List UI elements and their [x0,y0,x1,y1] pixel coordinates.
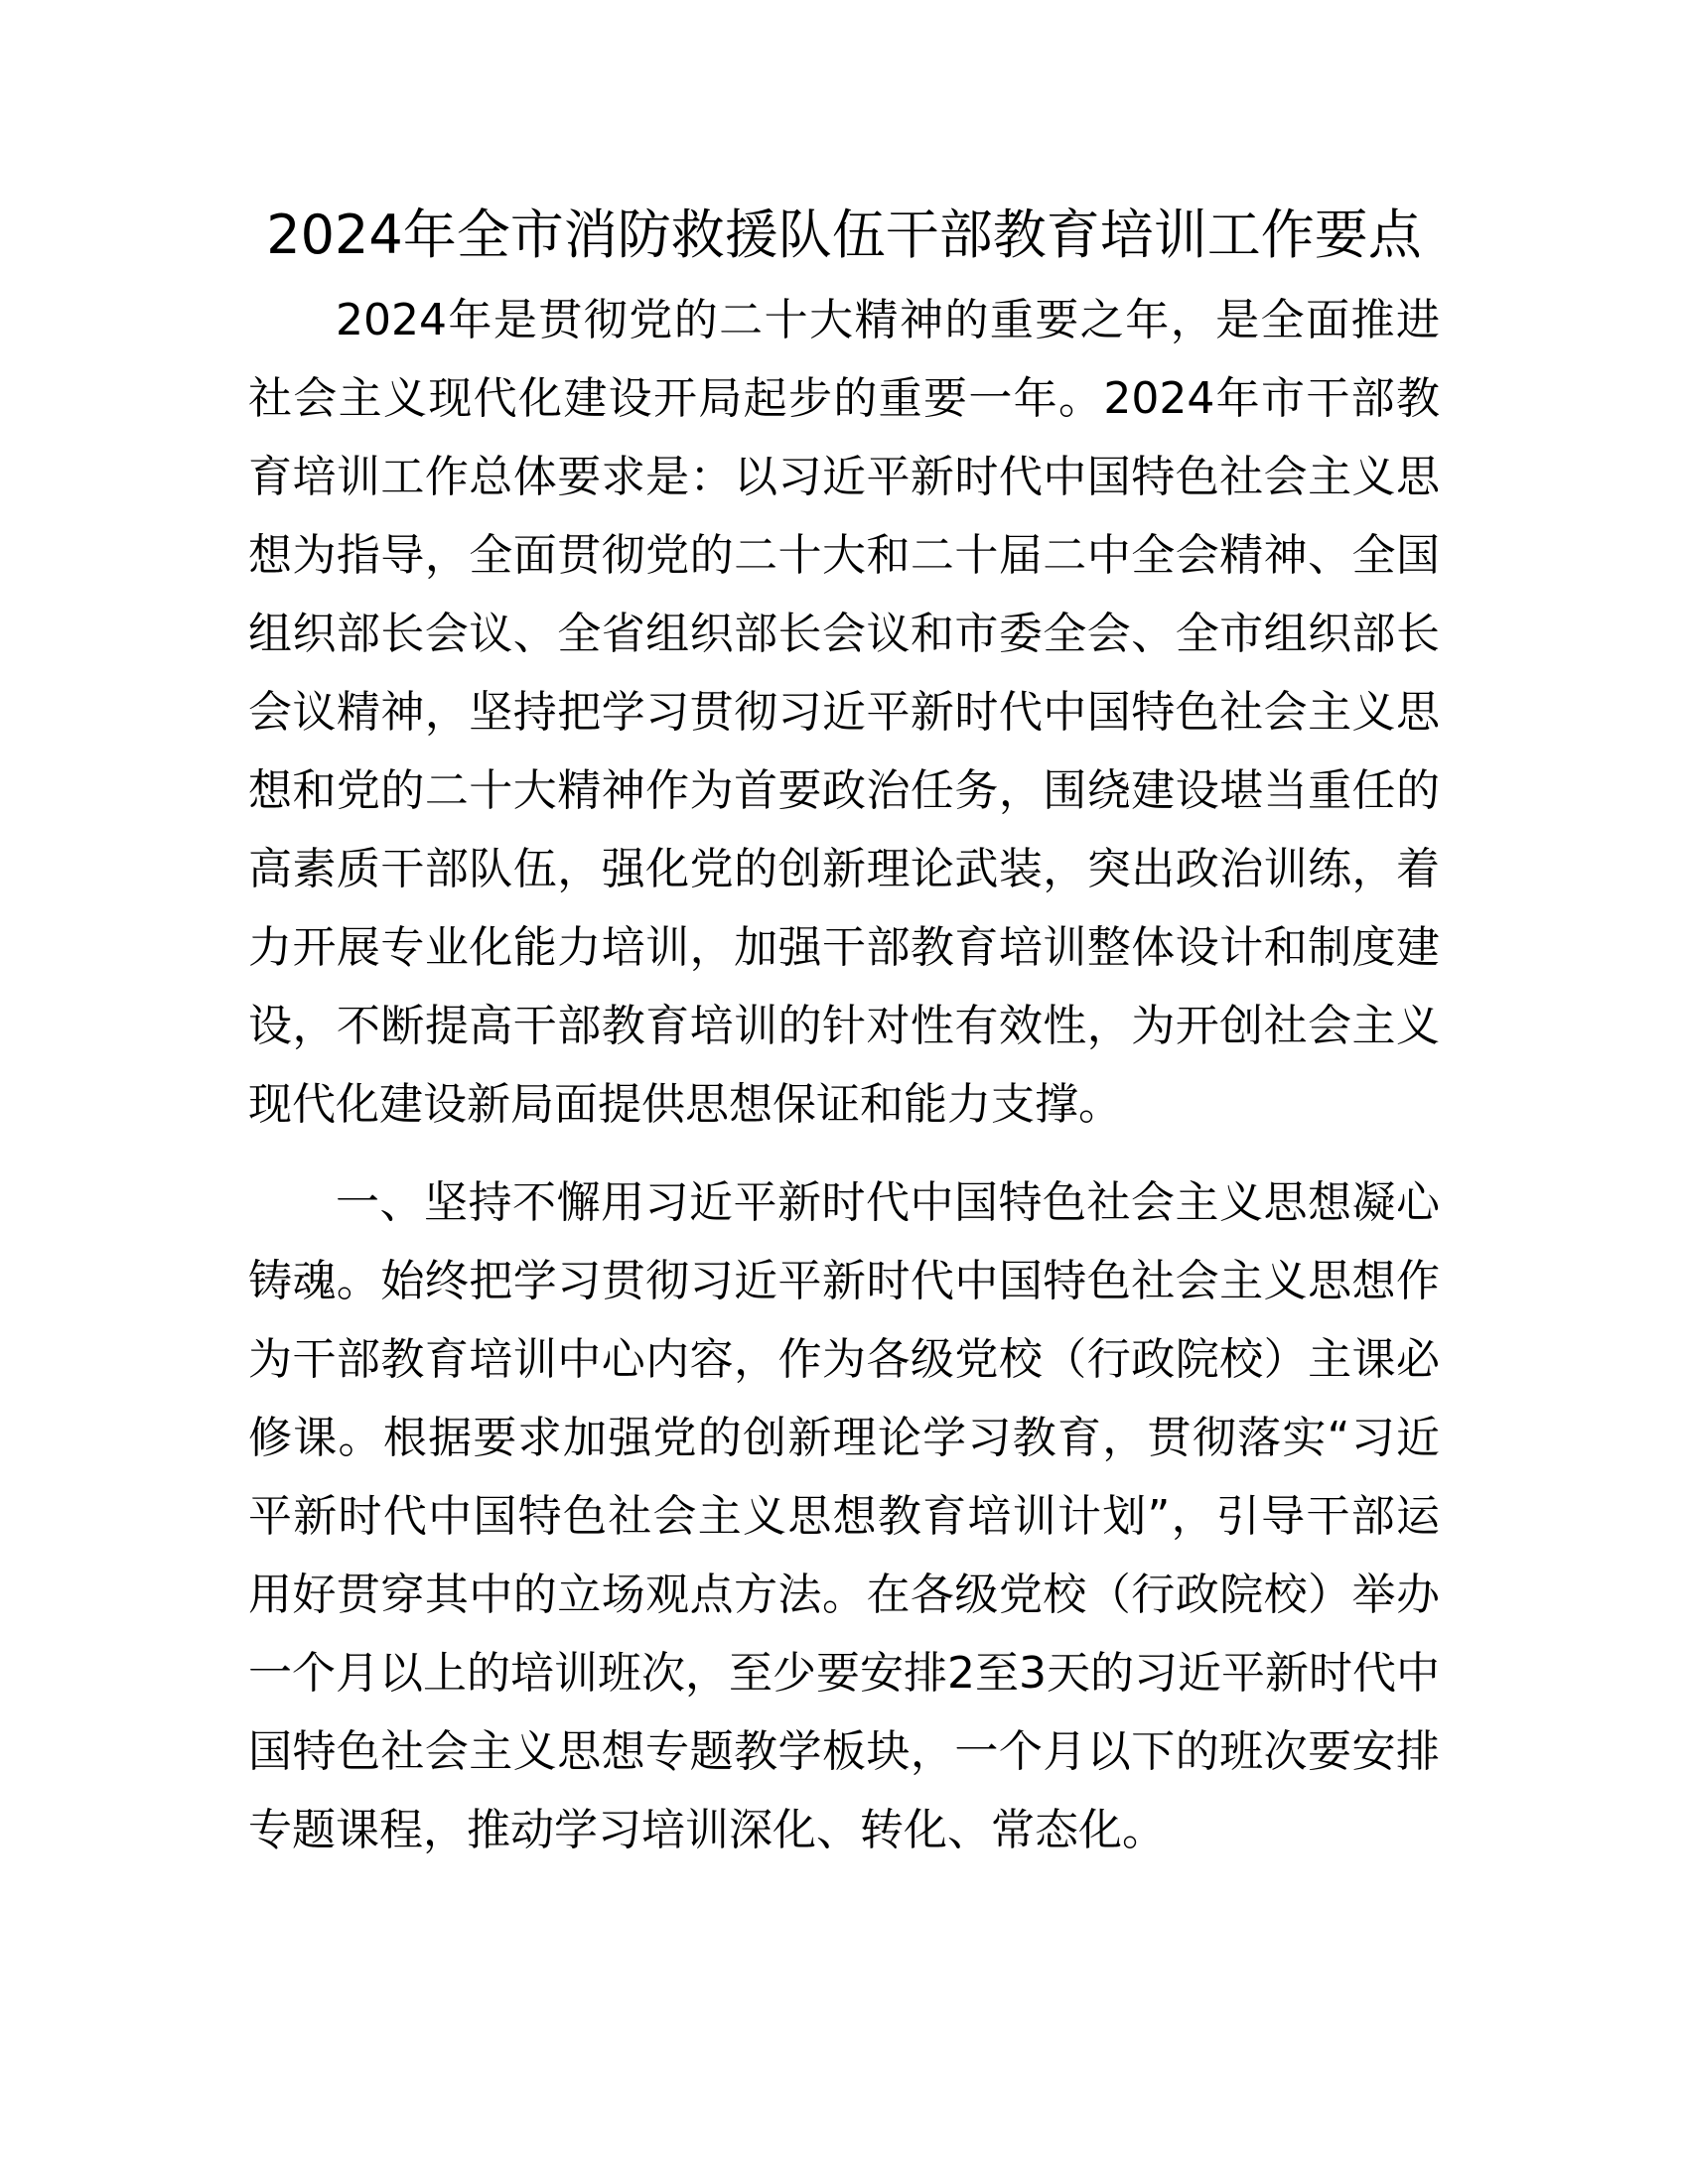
document-title: 2024年全市消防救援队伍干部教育培训工作要点 [266,204,1422,266]
intro-paragraph: 2024年是贯彻党的二十大精神的重要之年，是全面推进社会主义现代化建设开局起步的重要一年。2024年市干部教育培训工作总体要求是：以习近平新时代中国特色社会主义思想为指导，全面贯彻党的二十大和二十届二中全会精神、全国组织部长会议、全省组织部长会议和市委全会、全市组织部长会议精神，坚持把学习贯彻习近平新时代中国特色社会主义思想和党的二十大精神作为首要政治任务，围绕建设堪当重任的高素质干部队伍，强化党的创新理论武装，突出政治训练，着力开展专业化能力培训，加强干部教育培训整体设计和制度建设，不断提高干部教育培训的针对性有效性，为开创社会主义现代化建设新局面提供思想保证和能力支撑。 [248,295,1440,1130]
section-one-paragraph: 一、坚持不懈用习近平新时代中国特色社会主义思想凝心铸魂。始终把学习贯彻习近平新时代中国特色社会主义思想作为干部教育培训中心内容，作为各级党校（行政院校）主课必修课。根据要求加强党的创新理论学习教育，贯彻落实“习近平新时代中国特色社会主义思想教育培训计划”，引导干部运用好贯穿其中的立场观点方法。在各级党校（行政院校）举办一个月以上的培训班次，至少要安排2至3天的习近平新时代中国特色社会主义思想专题教学板块，一个月以下的班次要安排专题课程，推动学习培训深化、转化、常态化。 [248,1177,1440,1855]
document-body [248,197,1440,1869]
